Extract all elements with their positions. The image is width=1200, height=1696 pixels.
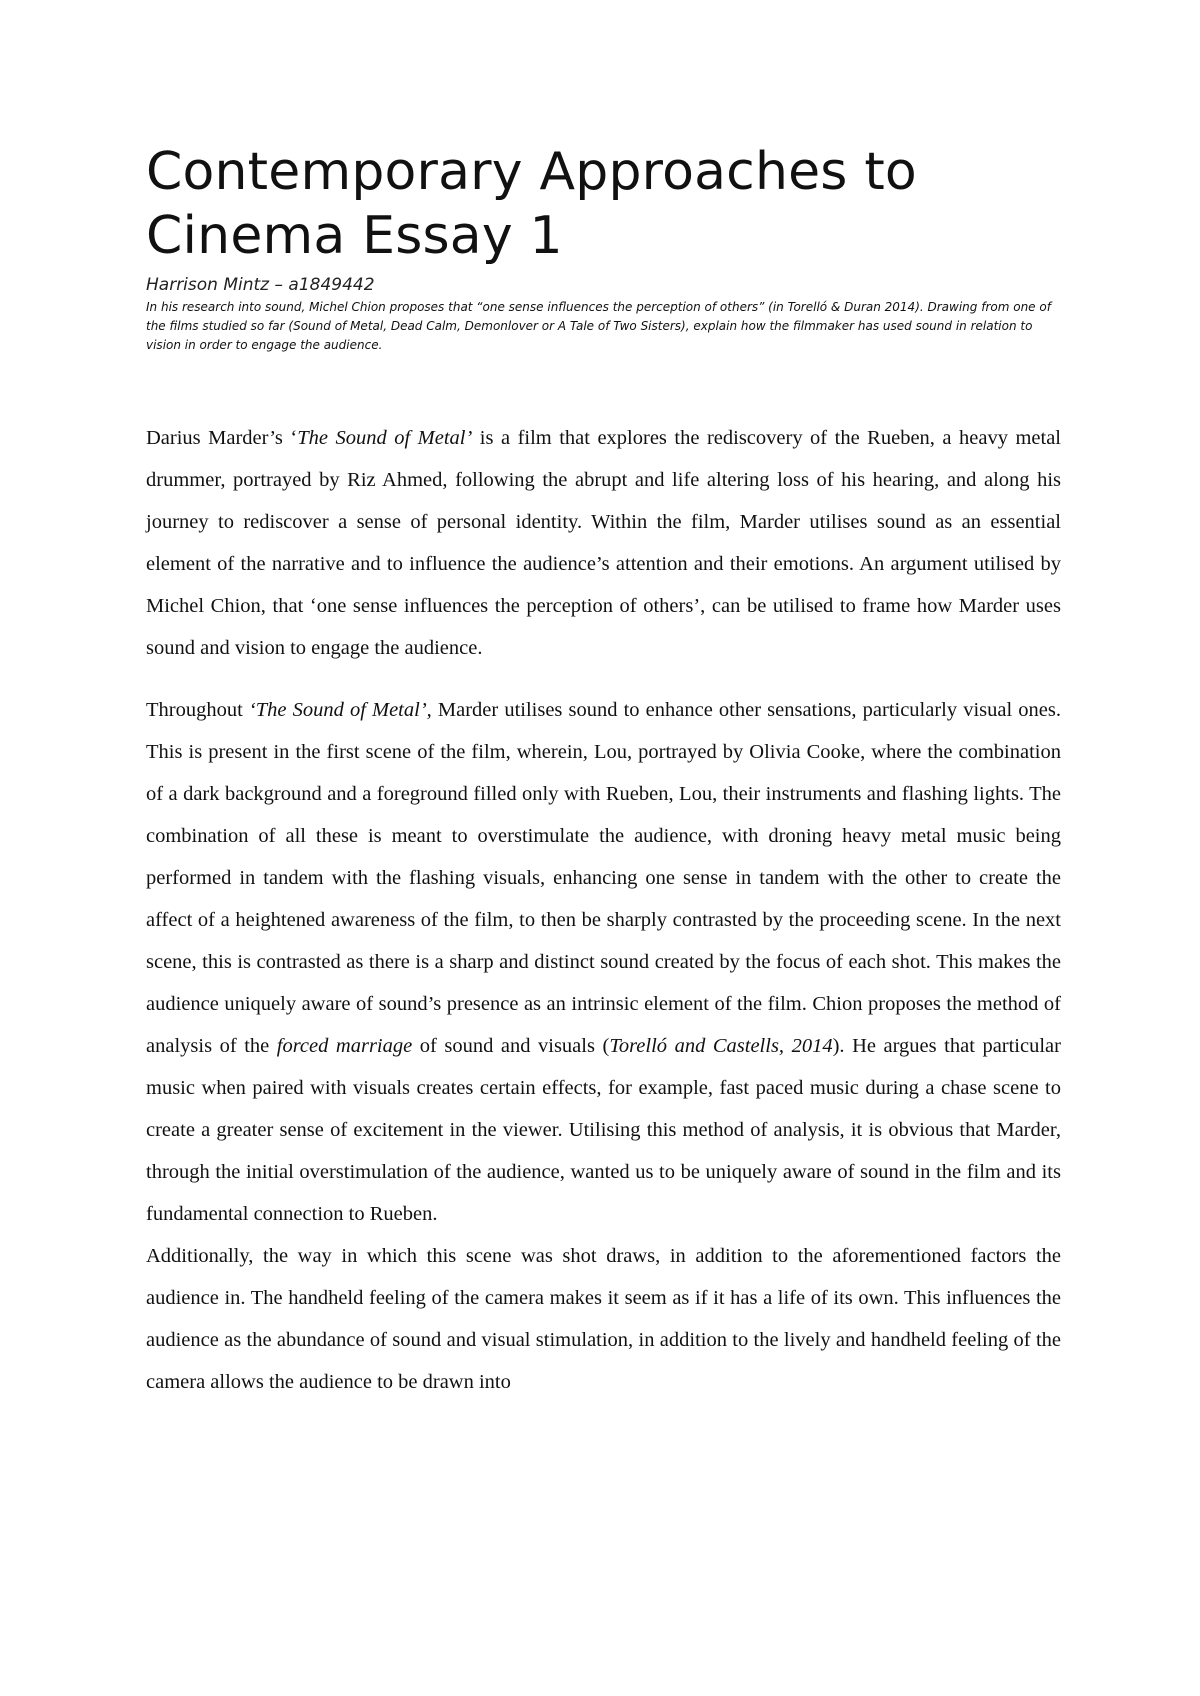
paragraph-2-text-b: Marder utilises sound to enhance other sensations, particularly visual ones. This is present in the first scene of the film, wherein, Lou, portrayed by Olivia Cooke, where the combination of a dark background and a foreground filled only with Rueben, Lou, their instruments and flashing lights. The combination of all these is meant to overstimulate the audience, with droning heavy metal music being performed in tandem with the flashing visuals, enhancing one sense in tandem with the other to create the affect of a heightened awareness of the film, to then be sharply contrasted by the proceeding scene. In the next scene, this is contrasted as there is a sharp and distinct sound created by the focus of each shot. This makes the audience uniquely aware of sound’s presence as an intrinsic element of the film. Chion proposes the method of analysis of the: [146, 699, 1062, 1057]
paragraph-1: [146, 417, 1061, 669]
paragraph-1-text-a: Darius Marder’s ‘: [146, 427, 298, 449]
paragraph-2-text-a: Throughout: [146, 699, 249, 721]
author-line: Harrison Mintz – a1849442: [146, 275, 375, 295]
term-forced-marriage: forced marriage: [276, 1035, 413, 1057]
document-title: Contemporary Approaches to Cinema Essay 1: [146, 142, 917, 266]
film-title: The Sound of Metal’: [297, 427, 473, 449]
paragraph-2-text-c: of sound and visuals (: [412, 1035, 610, 1057]
paragraph-2: [146, 689, 1061, 1235]
essay-prompt: In his research into sound, Michel Chion proposes that “one sense influences the perception of others” (in Torelló & Duran 2014). Drawing from one of the films studied so far (Sound of Metal, Dead Calm, Demonlover or A Tale of Two Sisters), explain how the filmmaker has used sound in relation to vision in order to engage the audience.: [146, 300, 1051, 352]
paragraph-1-text-b: is a film that explores the rediscovery of the Rueben, a heavy metal drummer, portrayed by Riz Ahmed, following the abrupt and life altering loss of his hearing, and along his journey to rediscover a sense of personal identity. Within the film, Marder utilises sound as an essential element of the narrative and to influence the audience’s attention and their emotions. An argument utilised by Michel Chion, that ‘one sense influences the perception of others’, can be utilised to frame how Marder uses sound and vision to engage the audience.: [146, 427, 1061, 659]
document-content: [146, 140, 1061, 1403]
film-title: ‘The Sound of Metal’,: [248, 699, 432, 721]
paragraph-2-text-d: ). He argues that particular music when paired with visuals creates certain effects, for example, fast paced music during a chase scene to create a greater sense of excitement in the viewer. Utilising this method of analysis, it is obvious that Marder, through the initial overstimulation of the audience, wanted us to be uniquely aware of sound in the film and its fundamental connection to Rueben.: [146, 1035, 1061, 1225]
citation: Torelló and Castells, 2014: [609, 1035, 833, 1057]
paragraph-3: Additionally, the way in which this scene was shot draws, in addition to the aforementioned factors the audience in. The handheld feeling of the camera makes it seem as if it has a life of its own. This influences the audience as the abundance of sound and visual stimulation, in addition to the lively and handheld feeling of the camera allows the audience to be drawn into: [146, 1245, 1061, 1393]
